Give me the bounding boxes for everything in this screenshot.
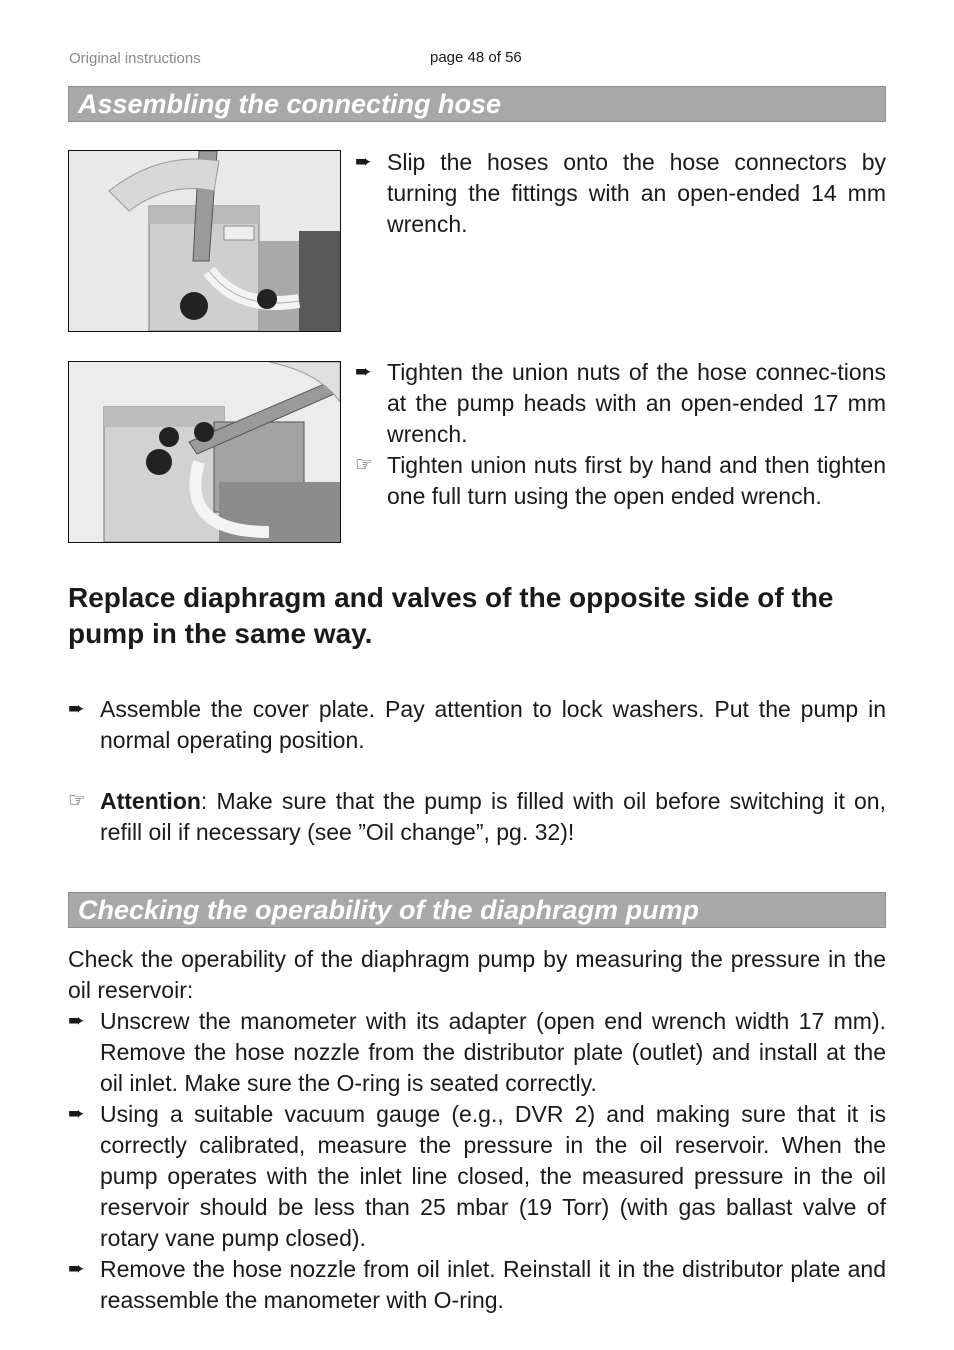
pointing-hand-icon: ☞: [68, 790, 86, 812]
replace-diaphragm-heading: Replace diaphragm and valves of the opposite side of the pump in the same way.: [68, 582, 834, 649]
list-item: [68, 1254, 886, 1316]
step-text: Assemble the cover plate. Pay attention to lock washers. Put the pump in normal operating position.: [100, 696, 886, 753]
step-text: Unscrew the manometer with its adapter (open end wrench width 17 mm). Remove the hose nozzle from the distributor plate (outlet) and install at the oil inlet. Make sure the O-ring is seated correctly.: [100, 1008, 886, 1096]
arrow-icon: ➨: [355, 361, 372, 383]
step-assemble-cover-plate: [68, 694, 886, 756]
pointing-hand-icon: ☞: [355, 454, 373, 476]
page-number: page 48 of 56: [430, 49, 522, 66]
section-heading-bar: [68, 86, 886, 122]
operability-check-content: [68, 944, 886, 1316]
intro-paragraph: Check the operability of the diaphragm pump by measuring the pressure in the oil reservoir:: [68, 946, 886, 1003]
step-tighten-nuts-group: [355, 357, 886, 512]
arrow-icon: ➨: [68, 1010, 85, 1032]
attention-note: [68, 786, 886, 848]
attention-label: Attention: [100, 788, 201, 814]
step-text: Remove the hose nozzle from oil inlet. Reinstall it in the distributor plate and reassemble the manometer with O-ring.: [100, 1256, 886, 1313]
note-hand-tighten: [355, 450, 886, 512]
section-title-assembling-hose: Assembling the connecting hose: [78, 89, 502, 119]
list-item: [68, 1006, 886, 1099]
arrow-icon: ➨: [68, 698, 85, 720]
section-title-checking-operability: Checking the operability of the diaphragm pump: [78, 895, 700, 925]
arrow-icon: ➨: [355, 151, 372, 173]
step-tighten-union-nuts: [355, 357, 886, 450]
step-text: Using a suitable vacuum gauge (e.g., DVR 2) and making sure that it is correctly calibrated, measure the pressure in the oil reservoir. When the pump operates with the inlet line closed, the measured pressure in the oil reservoir should be less than 25 mbar (19 Torr) (with gas ballast valve of rotary vane pump closed).: [100, 1101, 886, 1251]
section-heading-bar: [68, 892, 886, 928]
photo-wrench-hose-connector: [68, 150, 341, 332]
arrow-icon: ➨: [68, 1258, 85, 1280]
note-text: Tighten union nuts first by hand and then tighten one full turn using the open ended wrench.: [387, 452, 886, 509]
attention-text: : Make sure that the pump is filled with oil before switching it on, refill oil if necessary (see ”Oil change”, pg. 32)!: [100, 788, 886, 845]
step-text: Tighten the union nuts of the hose connec-tions at the pump heads with an open-ended 17 mm wrench.: [387, 359, 886, 447]
photo-tighten-union-nuts: [68, 361, 341, 543]
step-text: Slip the hoses onto the hose connectors by turning the fittings with an open-ended 14 mm wrench.: [387, 149, 886, 237]
list-item: [68, 1099, 886, 1254]
arrow-icon: ➨: [68, 1103, 85, 1125]
step-slip-hoses: [355, 147, 886, 240]
document-source-label: Original instructions: [69, 50, 201, 67]
